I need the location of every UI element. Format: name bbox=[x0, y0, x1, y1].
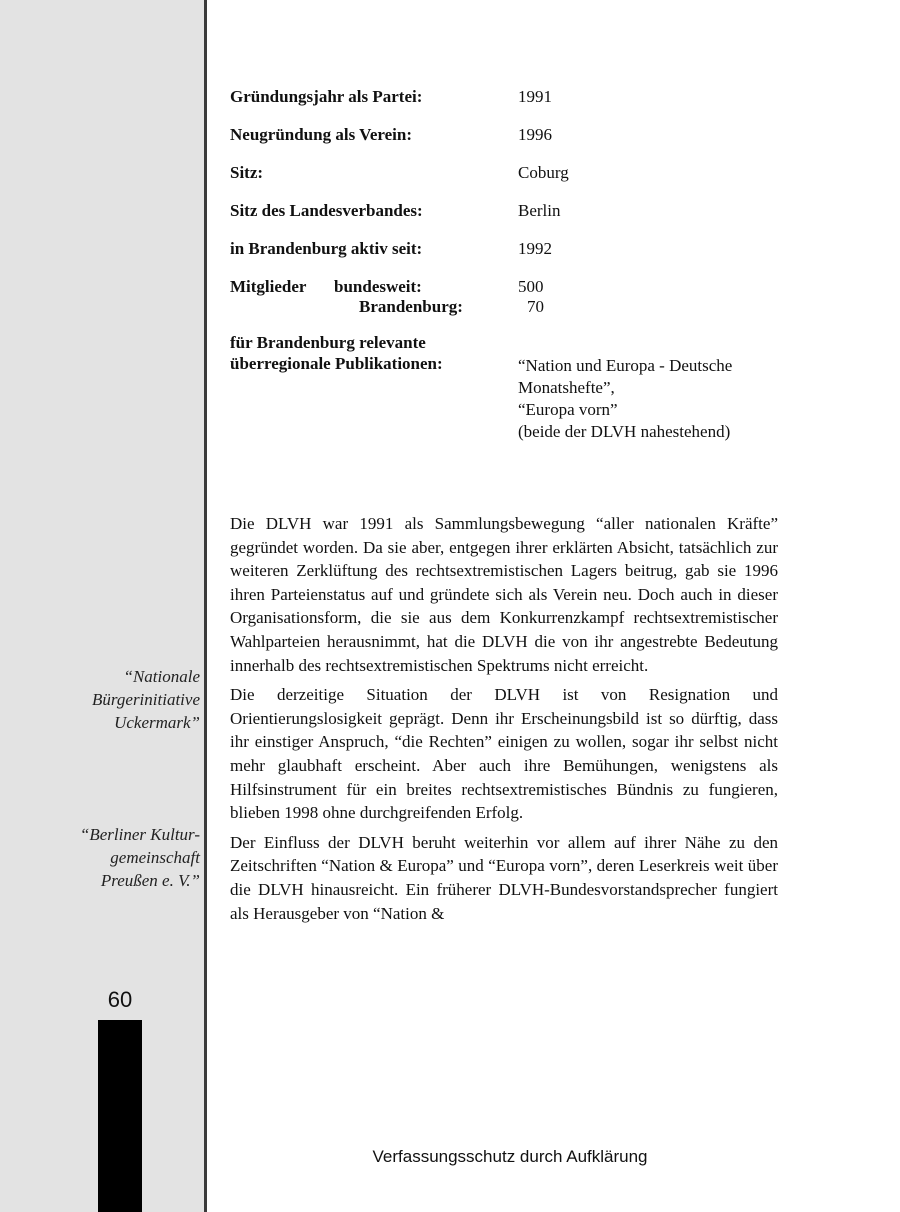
margin-note-berliner-kulturgemeinschaft bbox=[20, 823, 200, 892]
fact-sublabel: bundesweit: bbox=[334, 277, 422, 296]
left-margin-column bbox=[0, 0, 204, 1212]
publication-line: “Europa vorn” bbox=[518, 400, 618, 419]
fact-label: Neugründung als Verein: bbox=[230, 125, 413, 144]
fact-label: in Brandenburg aktiv seit: bbox=[230, 239, 423, 258]
fact-label: Gründungsjahr als Partei: bbox=[230, 87, 423, 106]
margin-note-line: “Nationale bbox=[123, 667, 200, 686]
fact-value: 70 bbox=[527, 297, 544, 316]
fact-label: für Brandenburg relevante bbox=[230, 333, 426, 352]
margin-note-line: Preußen e. V.” bbox=[100, 871, 200, 890]
fact-value: 1992 bbox=[518, 239, 552, 258]
page-number: 60 bbox=[107, 987, 133, 1012]
fact-value: 1991 bbox=[518, 87, 552, 106]
fact-label: Sitz: bbox=[230, 163, 264, 182]
fact-value: 500 bbox=[518, 277, 544, 296]
fact-label: überregionale Publikationen: bbox=[230, 354, 443, 373]
margin-note-line: gemeinschaft bbox=[110, 848, 200, 867]
page-marker-bar bbox=[98, 1020, 142, 1212]
publication-line: (beide der DLVH nahestehend) bbox=[518, 422, 731, 441]
fact-label: Mitglieder bbox=[230, 277, 307, 296]
paragraph: Der Einfluss der DLVH beruht weiterhin vor allem auf ihrer Nähe zu den Zeitschriften “Nation & Europa” und “Europa vorn”, deren Leserkreis weit über die DLVH hinausreicht. Ein früherer DLVH-Bundesvorstandsprecher fungiert als Herausgeber von “Nation & bbox=[230, 832, 778, 923]
fact-value: 1996 bbox=[518, 125, 552, 144]
margin-note-line: Uckermark” bbox=[114, 713, 200, 732]
margin-note-uckermark bbox=[20, 665, 200, 734]
publications-value bbox=[518, 355, 732, 443]
paragraph: Die DLVH war 1991 als Sammlungsbewegung “aller nationalen Kräfte” gegründet worden. Da sie aber, entgegen ihrer erklärten Absicht, tatsächlich zur weiteren Zerklüftung des rechtsextremistischen Lagers beitrug, gab sie 1996 ihren Parteienstatus auf und gründete sich als Verein neu. Doch auch in dieser Organisationsform, die sie aus dem Konkurrenzkampf rechtsextremistischer Wahlparteien herausnimmt, hat die DLVH die von ihr angestrebte Bedeutung innerhalb des rechtsextremistischen Spektrums nicht erreicht. bbox=[230, 514, 778, 675]
page-footer: Verfassungsschutz durch Aufklärung bbox=[372, 1147, 648, 1166]
margin-divider bbox=[204, 0, 207, 1212]
margin-note-line: Bürgerinitiative bbox=[92, 690, 200, 709]
publication-line: Monatshefte”, bbox=[518, 378, 615, 397]
publication-line: “Nation und Europa - Deutsche bbox=[518, 356, 733, 375]
fact-label: Sitz des Landesverbandes: bbox=[230, 201, 423, 220]
paragraph: Die derzeitige Situation der DLVH ist von Resignation und Orientierungslosigkeit geprägt. Denn ihr Erscheinungsbild ist so dürftig, dass ihr einstiger Anspruch, “die Rechten” einigen zu wollen, sogar ihr selbst nicht mehr glaubhaft erscheint. Aber auch ihre Bemühungen, wenigstens als Hilfsinstrument für ein breites rechtsextremistisches Bündnis zu fungieren, blieben 1998 ohne durchgreifenden Erfolg. bbox=[230, 685, 778, 823]
fact-sublabel: Brandenburg: bbox=[359, 297, 463, 316]
margin-note-line: “Berliner Kultur- bbox=[79, 825, 200, 844]
body-text bbox=[230, 512, 778, 931]
fact-value: Coburg bbox=[518, 163, 569, 182]
fact-value: Berlin bbox=[518, 201, 561, 220]
